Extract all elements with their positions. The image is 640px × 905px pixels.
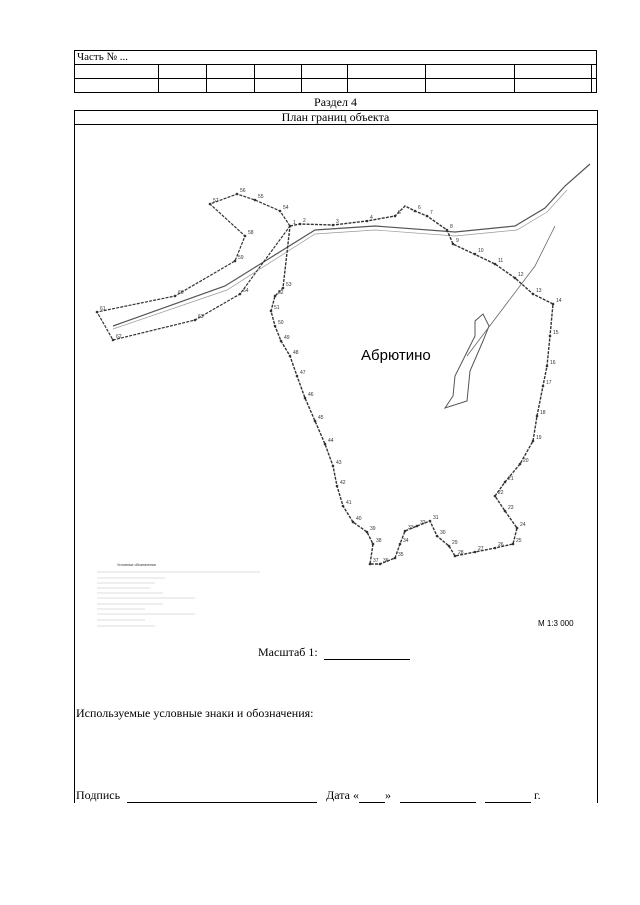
scale-input-line[interactable] bbox=[324, 647, 410, 660]
survey-point-marker bbox=[314, 420, 317, 423]
survey-point-label: 52 bbox=[278, 290, 284, 296]
survey-point-label: 32 bbox=[420, 520, 426, 526]
survey-point-label: 42 bbox=[340, 480, 346, 486]
survey-point-marker bbox=[239, 293, 242, 296]
section-title: Раздел 4 bbox=[314, 95, 357, 109]
header-cell bbox=[159, 65, 207, 79]
date-label: Дата « bbox=[326, 788, 359, 802]
survey-point-label: 45 bbox=[318, 415, 324, 421]
part-number-label: Часть № ... bbox=[75, 51, 597, 65]
survey-point-label: 53 bbox=[286, 282, 292, 288]
header-cell bbox=[592, 79, 597, 93]
survey-point-marker bbox=[426, 215, 429, 218]
date-close: » bbox=[385, 788, 391, 802]
survey-point-marker bbox=[514, 277, 517, 280]
header-cell bbox=[302, 65, 348, 79]
survey-point-label: 9 bbox=[456, 238, 459, 244]
legend-title: Используемые условные знаки и обозначения: bbox=[76, 706, 314, 720]
survey-point-label: 1 bbox=[293, 220, 296, 226]
survey-point-marker bbox=[324, 443, 327, 446]
survey-point-label: 57 bbox=[213, 198, 219, 204]
survey-point-label: 31 bbox=[433, 515, 439, 521]
survey-point-label: 18 bbox=[540, 410, 546, 416]
survey-point-label: 59 bbox=[238, 255, 244, 261]
year-suffix: г. bbox=[534, 788, 541, 802]
survey-point-label: 13 bbox=[536, 288, 542, 294]
road-line bbox=[113, 164, 590, 326]
survey-point-marker bbox=[416, 525, 419, 528]
survey-point-marker bbox=[280, 340, 283, 343]
plan-title: План границ объекта bbox=[74, 110, 597, 125]
village-name: Абрютино bbox=[361, 347, 431, 364]
survey-point-label: 10 bbox=[478, 248, 484, 254]
date-month-line[interactable] bbox=[400, 790, 476, 803]
header-cell bbox=[75, 65, 159, 79]
survey-point-marker bbox=[274, 295, 277, 298]
survey-point-marker bbox=[299, 223, 302, 226]
header-cell bbox=[348, 79, 425, 93]
survey-point-marker bbox=[296, 375, 299, 378]
survey-point-label: 43 bbox=[336, 460, 342, 466]
survey-point-label: 56 bbox=[240, 188, 246, 194]
survey-point-marker bbox=[516, 527, 519, 530]
header-cell bbox=[207, 79, 255, 93]
survey-point-label: 47 bbox=[300, 370, 306, 376]
survey-point-label: 50 bbox=[278, 320, 284, 326]
sign-label: Подпись bbox=[76, 788, 121, 802]
header-cell bbox=[514, 65, 591, 79]
header-cell bbox=[255, 79, 302, 93]
survey-point-marker bbox=[519, 463, 522, 466]
survey-point-marker bbox=[504, 481, 507, 484]
header-row bbox=[75, 79, 597, 93]
survey-point-marker bbox=[494, 495, 497, 498]
survey-point-label: 37 bbox=[373, 558, 379, 564]
survey-point-marker bbox=[236, 193, 239, 196]
header-cell bbox=[207, 65, 255, 79]
survey-point-marker bbox=[494, 263, 497, 266]
survey-point-label: 64 bbox=[243, 288, 249, 294]
survey-point-label: 28 bbox=[458, 550, 464, 556]
survey-point-marker bbox=[379, 563, 382, 566]
survey-point-marker bbox=[372, 543, 375, 546]
survey-points bbox=[96, 188, 562, 565]
survey-point-label: 35 bbox=[398, 552, 404, 558]
survey-point-label: 16 bbox=[550, 360, 556, 366]
survey-point-marker bbox=[96, 311, 99, 314]
survey-point-marker bbox=[112, 339, 115, 342]
survey-point-marker bbox=[274, 325, 277, 328]
survey-point-label: 19 bbox=[536, 435, 542, 441]
survey-point-marker bbox=[352, 521, 355, 524]
survey-point-label: 48 bbox=[293, 350, 299, 356]
header-row bbox=[75, 65, 597, 79]
survey-point-marker bbox=[399, 543, 402, 546]
header-cell bbox=[592, 65, 597, 79]
date-day-line[interactable] bbox=[359, 790, 385, 803]
survey-point-marker bbox=[474, 551, 477, 554]
survey-point-marker bbox=[209, 203, 212, 206]
survey-point-marker bbox=[404, 530, 407, 533]
survey-point-label: 4 bbox=[370, 215, 373, 221]
survey-point-label: 6 bbox=[418, 205, 421, 211]
survey-point-label: 33 bbox=[408, 525, 414, 531]
survey-point-label: 29 bbox=[452, 540, 458, 546]
boundary-map bbox=[75, 126, 596, 636]
survey-point-marker bbox=[512, 543, 515, 546]
header-cell bbox=[425, 65, 514, 79]
survey-point-label: 8 bbox=[450, 224, 453, 230]
survey-point-label: 58 bbox=[248, 230, 254, 236]
survey-point-marker bbox=[552, 303, 555, 306]
survey-point-label: 49 bbox=[284, 335, 290, 341]
survey-point-marker bbox=[244, 235, 247, 238]
survey-point-label: 62 bbox=[116, 334, 122, 340]
survey-point-label: 61 bbox=[100, 306, 106, 312]
survey-point-marker bbox=[536, 415, 539, 418]
survey-point-marker bbox=[282, 287, 285, 290]
survey-point-label: 63 bbox=[198, 314, 204, 320]
stream-line bbox=[445, 314, 489, 408]
survey-point-label: 7 bbox=[430, 210, 433, 216]
survey-point-marker bbox=[254, 199, 257, 202]
survey-point-marker bbox=[532, 293, 535, 296]
survey-point-marker bbox=[332, 224, 335, 227]
survey-point-label: 5 bbox=[398, 210, 401, 216]
survey-point-marker bbox=[429, 520, 432, 523]
survey-point-label: 15 bbox=[553, 330, 559, 336]
header-cell bbox=[159, 79, 207, 93]
survey-point-label: 17 bbox=[546, 380, 552, 386]
survey-point-label: 46 bbox=[308, 392, 314, 398]
survey-point-label: 12 bbox=[518, 272, 524, 278]
survey-point-marker bbox=[270, 310, 273, 313]
survey-point-marker bbox=[474, 253, 477, 256]
survey-point-label: 55 bbox=[258, 194, 264, 200]
scale-row bbox=[258, 645, 410, 660]
survey-point-marker bbox=[342, 505, 345, 508]
survey-point-label: 24 bbox=[520, 522, 526, 528]
survey-point-label: 60 bbox=[178, 290, 184, 296]
survey-point-marker bbox=[194, 319, 197, 322]
header-cell bbox=[255, 65, 302, 79]
survey-point-marker bbox=[542, 385, 545, 388]
survey-point-label: 34 bbox=[403, 538, 409, 544]
survey-point-label: 25 bbox=[516, 538, 522, 544]
survey-point-marker bbox=[446, 229, 449, 232]
survey-point-label: 41 bbox=[346, 500, 352, 506]
survey-point-label: 27 bbox=[478, 546, 484, 552]
header-cell bbox=[425, 79, 514, 93]
survey-point-marker bbox=[366, 220, 369, 223]
survey-point-label: 14 bbox=[556, 298, 562, 304]
survey-point-marker bbox=[304, 397, 307, 400]
survey-point-marker bbox=[234, 260, 237, 263]
legend-heading: Условные обозначения bbox=[117, 563, 156, 567]
survey-point-marker bbox=[448, 545, 451, 548]
scale-label: Масштаб 1: bbox=[258, 645, 318, 659]
survey-point-marker bbox=[332, 465, 335, 468]
survey-point-label: 2 bbox=[303, 218, 306, 224]
header-table bbox=[74, 50, 597, 93]
survey-point-label: 26 bbox=[498, 542, 504, 548]
header-cell bbox=[302, 79, 348, 93]
survey-point-marker bbox=[394, 215, 397, 218]
survey-point-marker bbox=[546, 365, 549, 368]
survey-point-label: 21 bbox=[508, 476, 514, 482]
survey-point-label: 36 bbox=[383, 558, 389, 564]
survey-point-label: 39 bbox=[370, 526, 376, 532]
date-year-line[interactable] bbox=[485, 790, 531, 803]
survey-point-marker bbox=[174, 295, 177, 298]
survey-point-label: 23 bbox=[508, 505, 514, 511]
survey-point-label: 11 bbox=[498, 258, 504, 264]
survey-point-label: 3 bbox=[336, 219, 339, 225]
survey-point-label: 51 bbox=[274, 305, 280, 311]
survey-point-label: 38 bbox=[376, 538, 382, 544]
survey-point-marker bbox=[454, 555, 457, 558]
survey-point-marker bbox=[414, 210, 417, 213]
survey-point-marker bbox=[369, 563, 372, 566]
survey-point-label: 30 bbox=[440, 530, 446, 536]
map-legend bbox=[97, 563, 260, 626]
survey-point-marker bbox=[289, 355, 292, 358]
survey-point-marker bbox=[504, 510, 507, 513]
map-scale-note: М 1:3 000 bbox=[538, 619, 574, 628]
survey-point-marker bbox=[452, 243, 455, 246]
survey-point-marker bbox=[532, 440, 535, 443]
object-boundary bbox=[97, 194, 290, 340]
header-cell bbox=[75, 79, 159, 93]
signature-line[interactable] bbox=[127, 790, 317, 803]
survey-point-marker bbox=[279, 210, 282, 213]
survey-point-label: 40 bbox=[356, 516, 362, 522]
survey-point-marker bbox=[549, 335, 552, 338]
survey-point-marker bbox=[494, 547, 497, 550]
signature-row bbox=[76, 788, 596, 803]
header-cell bbox=[514, 79, 591, 93]
survey-point-marker bbox=[436, 535, 439, 538]
survey-point-marker bbox=[336, 485, 339, 488]
survey-point-marker bbox=[366, 531, 369, 534]
stream-line bbox=[467, 226, 555, 356]
header-cell bbox=[348, 65, 425, 79]
survey-point-label: 54 bbox=[283, 205, 289, 211]
survey-point-label: 22 bbox=[498, 490, 504, 496]
survey-point-marker bbox=[289, 225, 292, 228]
survey-point-label: 44 bbox=[328, 438, 334, 444]
survey-point-label: 20 bbox=[523, 458, 529, 464]
survey-point-marker bbox=[394, 557, 397, 560]
